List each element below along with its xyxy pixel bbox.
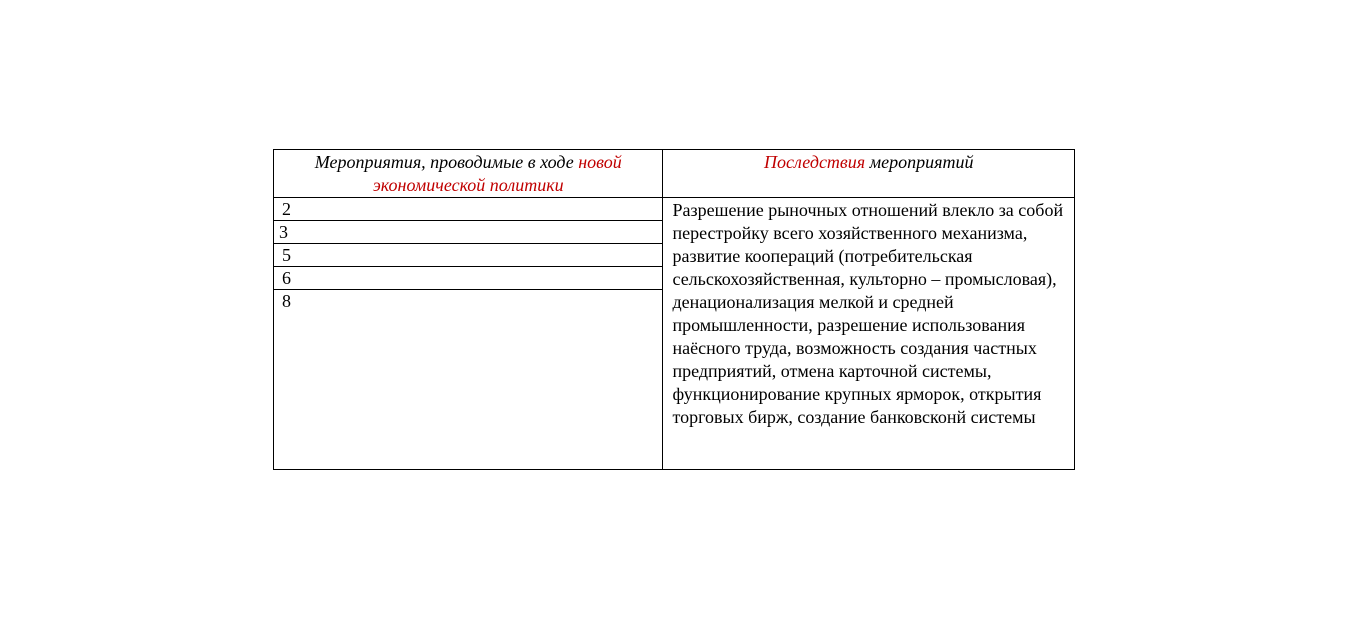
measures-table [273, 149, 1075, 470]
table-row [274, 198, 1075, 221]
header-consequences [663, 150, 1075, 198]
header-consequences-highlight: Последствия [764, 152, 866, 172]
measure-number-cell: 5 [274, 244, 663, 267]
consequences-text: Разрешение рыночных отношений влекло за собой перестройку всего хозяйственного механизма, развитие коопераций (потребительская сельскохозяйственная, культорно – промысловая), денационализация мелкой и средней промышленности, разрешение использования наёсного труда, возможность создания частных предприятий, отмена карточной системы, функционирование крупных ярморок, открытия торговых бирж, создание банковсконй системы [663, 198, 1075, 470]
measure-number-cell: 2 [274, 198, 663, 221]
header-measures [274, 150, 663, 198]
header-consequences-text: мероприятий [865, 152, 974, 172]
table-header-row [274, 150, 1075, 198]
header-measures-text: Мероприятия, проводимые в ходе [314, 152, 579, 172]
header-measures-highlight: новой экономической политики [372, 152, 622, 195]
measure-number-cell: 8 [274, 290, 663, 470]
measure-number-cell: 3 [274, 221, 663, 244]
measure-number-cell: 6 [274, 267, 663, 290]
